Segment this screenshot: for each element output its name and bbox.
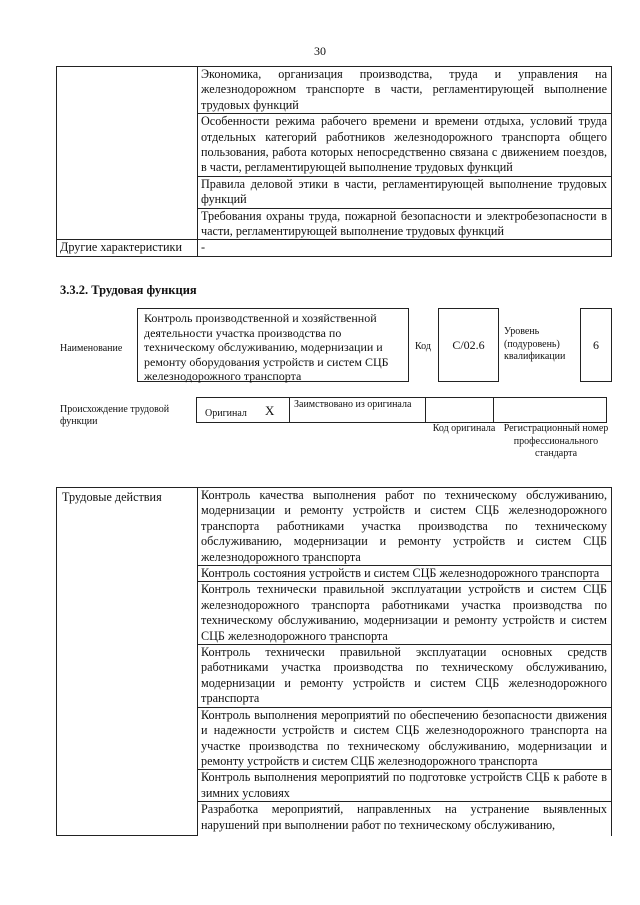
function-name-box: Контроль производственной и хозяйственной деятельности участка производства по техническому обслуживанию, модернизации и ремонту оборудования устройств и систем СЦБ железнодорожного транспорта: [137, 308, 409, 382]
borrowed-label: Заимствовано из оригинала: [294, 399, 412, 410]
labor-action-item: Контроль выполнения мероприятий по подготовке устройств СЦБ к работе в зимних условиях: [198, 770, 612, 802]
knowledge-item: Экономика, организация производства, труда и управления на железнодорожном транспорте в части, регламентирующей выполнение трудовых функций: [198, 67, 612, 114]
other-characteristics-value: -: [198, 240, 612, 256]
original-code-cell: [426, 398, 494, 422]
borrowed-cell: [290, 398, 426, 422]
original-label: Оригинал: [205, 408, 247, 419]
knowledge-item: Особенности режима рабочего времени и времени отдыха, условий труда отдельных категорий работников железнодорожного транспорта общего пользования, работа которых непосредственно связана с движением поездов, в части, регламентирующей выполнение трудовых функций: [198, 114, 612, 177]
table-row: [57, 488, 612, 566]
labor-action-item: Контроль качества выполнения работ по техническому обслуживанию, модернизации и ремонту устройств и систем СЦБ железнодорожного транспорта работниками участка производства по техническому обслуживанию, модернизации и ремонту устройств и систем СЦБ железнодорожного транспорта: [198, 488, 612, 566]
labor-action-item: Разработка мероприятий, направленных на устранение выявленных нарушений при выполнении работ по техническому обслуживанию,: [198, 802, 612, 836]
origin-label: Происхождение трудовой функции: [60, 404, 170, 427]
page-number: 30: [314, 44, 326, 58]
labor-action-item: Контроль выполнения мероприятий по обеспечению безопасности движения и надежности устройств и систем СЦБ железнодорожного транспорта на участке производства по техническому обслуживанию, модернизации и ремонту устройств и систем СЦБ железнодорожного транспорта: [198, 707, 612, 770]
labor-action-item: Контроль технически правильной эксплуатации основных средств работниками участка производства по техническому обслуживанию, модернизации и ремонту устройств и систем СЦБ железнодорожного транспорта: [198, 645, 612, 708]
registration-number-caption: Регистрационный номер профессионального стандарта: [503, 423, 609, 459]
knowledge-item: Требования охраны труда, пожарной безопасности и электробезопасности в части, регламентирующей выполнение трудовых функций: [198, 208, 612, 240]
other-characteristics-label: Другие характеристики: [57, 240, 198, 256]
empty-label-cell: [57, 67, 198, 240]
function-code-box: C/02.6: [438, 308, 499, 382]
original-code-caption: Код оригинала: [432, 423, 496, 434]
labor-action-item: Контроль технически правильной эксплуатации устройств и систем СЦБ железнодорожного транспорта работниками участка производства по техническому обслуживанию, модернизации и ремонту устройств и систем СЦБ железнодорожного транспорта: [198, 582, 612, 645]
original-cell: [197, 398, 290, 422]
knowledge-item: Правила деловой этики в части, регламентирующей выполнение трудовых функций: [198, 176, 612, 208]
original-checkmark: X: [265, 403, 275, 418]
section-heading: 3.3.2. Трудовая функция: [60, 283, 197, 297]
qualification-level-box: 6: [580, 308, 612, 382]
labor-actions-table: [56, 487, 612, 836]
table-row: [57, 67, 612, 114]
registration-number-cell: [494, 398, 606, 422]
name-label: Наименование: [60, 343, 123, 354]
qualification-level-label: Уровень (подуровень) квалификации: [504, 326, 566, 362]
labor-actions-label: Трудовые действия: [57, 488, 198, 836]
labor-action-item: Контроль состояния устройств и систем СЦБ железнодорожного транспорта: [198, 566, 612, 582]
knowledge-continuation-table: [56, 66, 612, 257]
table-row: [57, 240, 612, 256]
code-label: Код: [415, 341, 431, 352]
origin-row: [196, 397, 607, 423]
